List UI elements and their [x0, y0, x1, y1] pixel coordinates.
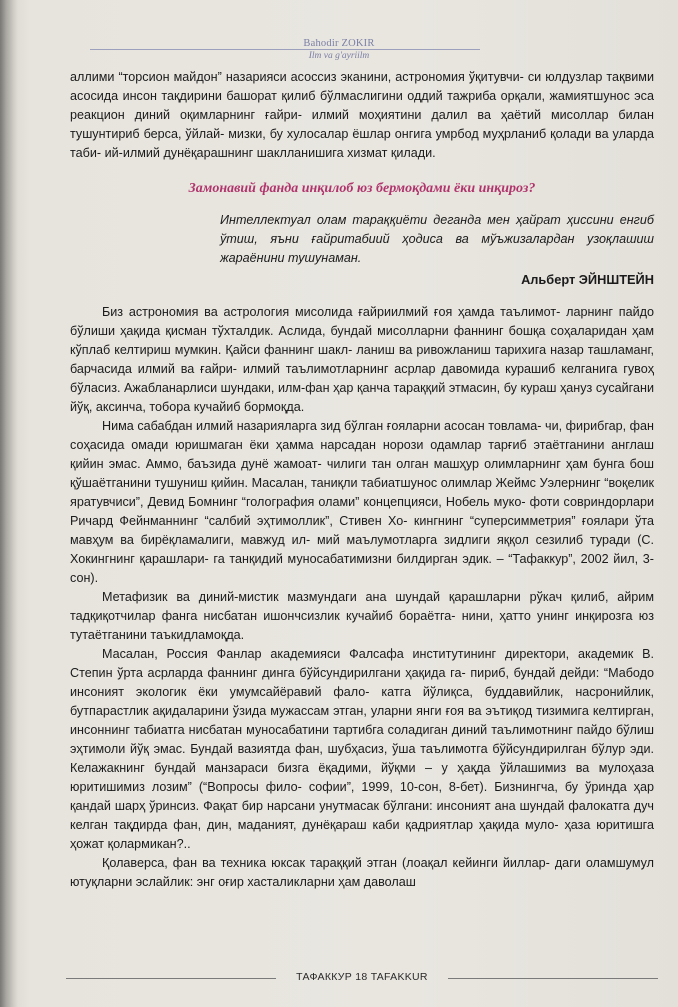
header-subtitle: Ilm va g'ayriilm — [308, 51, 370, 61]
footer-page-label: ТАФАККУР 18 TAFAKKUR — [296, 971, 428, 983]
page-body — [70, 68, 654, 892]
paragraph-main-0: Биз астрономия ва астрология мисолида ғайриилмий ғоя ҳамда таълимот- ларнинг пайдо бўлиши ҳақида қисман тўхталдик. Аслида, бундай мисолларни фаннинг бошқа соҳаларидан ҳам кўплаб келтириш мумкин. Қайси фаннинг шакл- ланиш ва ривожланиш тарихига назар ташламанг, барчасида илмий ва ғайри- илмий таълимотларнинг асрлар давомида курашиб келганига гувоҳ бўласиз. Ажабланарлиси шундаки, илм-фан ҳар қанча тараққий этмасин, бу кураш ҳануз сусайгани йўқ, аксинча, тобора кучайиб бормоқда. — [70, 305, 654, 414]
footer-rule-left — [66, 978, 276, 979]
paragraph-main-2: Метафизик ва диний-мистик мазмундаги ана шундай қарашларни рўкач қилиб, айрим тадқиқотчилар фанга нисбатан ишончсизлик кучайиб бораётга- нини, ҳатто унинг инқирозга юз тутаётганини таъкидламоқда. — [70, 590, 654, 642]
paragraph-main-1: Нима сабабдан илмий назарияларга зид бўлган ғояларни асосан товлама- чи, фирибгар, фан соҳасида омади юришмаган ёки ҳамма нарсадан норози одамлар тарғиб этаётганини англаш қийин эмас. Аммо, баъзида дунё жамоат- чилиги тан олган машҳур олимларнинг ҳам бунга бош қўшаётганини тушуниш қийин. Масалан, таниқли табиатшунос олимлар Жеймс Уэлернинг “воқелик яратувчиси”, Девид Бомнинг “голография олами” концепцияси, Нобель муко- фоти совриндорлари Ричард Фейнманнинг “салбий эҳтимоллик”, Стивен Хо- кингнинг “суперсимметрия” ғоялари ўта мавҳум ва бирёқламалиги, мавжуд ил- мий маълумотларга зидлиги яққол сезилиб туради (С. Хокингнинг қарашлари- га танқидий муносабатимизни билдирган эдик. – “Тафаккур”, 2002 йил, 3-сон). — [70, 419, 654, 585]
paragraph-top-0: аллими “торсион майдон” назарияси асоссиз эканини, астрономия ўқитувчи- си юлдузлар тақвими асосида инсон тақдирини башорат қилиб бўлмаслигини оддий тажриба орқали, жамиятшунос эса реакцион диний оқимларнинг ғайри- илмий моҳиятини далил ва ҳаётий мисоллар билан тушунтириб берса, ўйлай- мизки, бу хулосалар ёшлар онгига умрбод муҳрланиб қолади ва уларда таби- ий-илмий дунёқарашнинг шаклланишига хизмат қилади. — [70, 70, 654, 160]
footer-rule-right — [448, 978, 658, 979]
running-head — [0, 0, 678, 61]
header-rule — [90, 49, 480, 50]
page-footer — [0, 968, 678, 988]
paragraph-main-3: Масалан, Россия Фанлар академияси Фалсафа институтининг директори, академик В. Степин ўрта асрларда фаннинг динга бўйсундирилгани ҳақида га- пириб, бундай дейди: “Мабодо инсоният экологик ёки умумсайёравий фало- катга йўлиқса, буддавийлик, насронийлик, бутпарастлик ақидаларини ўзида мужассам этган, уларни янги ғоя ва эътиқод тизимига келтирган, инсоннинг табиатга нисбатан муносабатини тартибга соладиган диний таълимотнинг пайдо бўлиш эҳтимоли йўқ эмас. Бундай вазиятда фан, шубҳасиз, ўша таълимотга бўйсундирилган бўлур эди. Келажакнинг бундай манзараси бизга ёқадими, йўқми – у ҳақда ўйлашимиз ва мулоҳаза юритишимиз лозим” (“Вопросы фило- софии”, 1999, 10-сон, 8-бет). Бизнингча, бу ўринда ҳар қандай шарҳ ўринсиз. Фақат бир нарсани унутмасак бўлгани: инсоният ана шундай фалокатга дуч келган тақдирда фан, дин, маданият, дунёқараш каби қадриятлар ҳақида муло- ҳаза юритишга ҳожат қолармикан?.. — [70, 647, 654, 851]
paragraph-main-4: Қолаверса, фан ва техника юксак тараққий этган (лоақал кейинги йиллар- даги оламшумул ютуқларни эслайлик: энг оғир хасталикларни ҳам даволаш — [70, 856, 654, 889]
epigraph-text: Интеллектуал олам тараққиёти деганда мен ҳайрат ҳиссини енгиб ўтиш, яъни ғайритабиий ҳодиса ва мўъжизалардан узоқлашиш жараёнини тушунаман. — [220, 213, 654, 265]
section-heading: Замонавий фанда инқилоб юз бермоқдами ёки инқироз? — [188, 181, 536, 196]
page-binding-shadow — [0, 0, 18, 1007]
epigraph-author: Альберт ЭЙНШТЕЙН — [521, 272, 654, 287]
header-author: Bahodir ZOKIR — [303, 38, 375, 49]
